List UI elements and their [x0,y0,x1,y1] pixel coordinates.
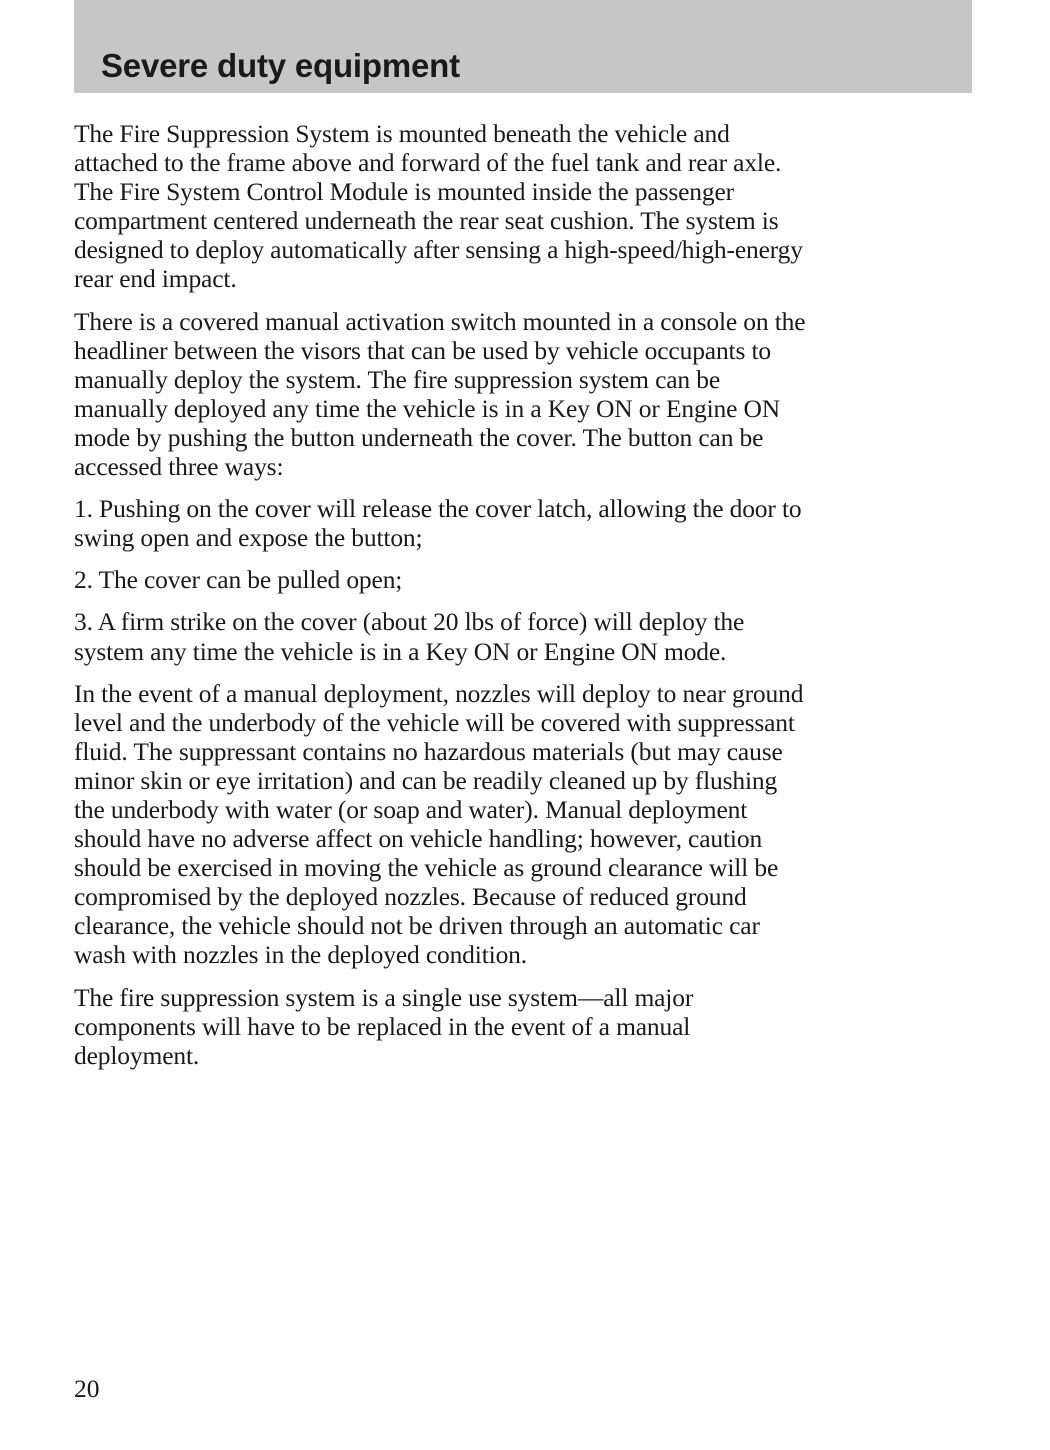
paragraph-system-location: The Fire Suppression System is mounted beneath the vehicle and attached to the frame above and forward of the fuel tank and rear axle. The Fire System Control Module is mounted inside the passenger compartment centered underneath the rear seat cushion. The system is designed to deploy automatically after sensing a high-speed/high-energy rear end impact. [74,119,803,294]
list-item-firm-strike: 3. A firm strike on the cover (about 20 lbs of force) will deploy the system any time the vehicle is in a Key ON or Engine ON mode. [74,607,745,666]
page-number: 20 [74,1374,100,1403]
list-item-pull-open: 2. The cover can be pulled open; [74,565,403,595]
section-header-band [74,0,972,93]
body-content [74,119,972,1083]
paragraph-single-use: The fire suppression system is a single use system—all major components will have to be replaced in the event of a manual deployment. [74,982,694,1070]
paragraph-manual-deployment: In the event of a manual deployment, nozzles will deploy to near ground level and the underbody of the vehicle will be covered with suppressant fluid. The suppressant contains no hazardous materials (but may cause minor skin or eye irritation) and can be readily cleaned up by flushing the underbody with water (or soap and water). Manual deployment should have no adverse affect on vehicle handling; however, caution should be exercised in moving the vehicle as ground clearance will be compromised by the deployed nozzles. Because of reduced ground clearance, the vehicle should not be driven through an automatic car wash with nozzles in the deployed condition. [74,678,804,970]
list-item-pushing-cover: 1. Pushing on the cover will release the cover latch, allowing the door to swing open and expose the button; [74,494,802,553]
section-title: Severe duty equipment [101,47,460,84]
paragraph-manual-switch: There is a covered manual activation switch mounted in a console on the headliner between the visors that can be used by vehicle occupants to manually deploy the system. The fire suppression system can be manually deployed any time the vehicle is in a Key ON or Engine ON mode by pushing the button underneath the cover. The button can be accessed three ways: [74,306,806,482]
